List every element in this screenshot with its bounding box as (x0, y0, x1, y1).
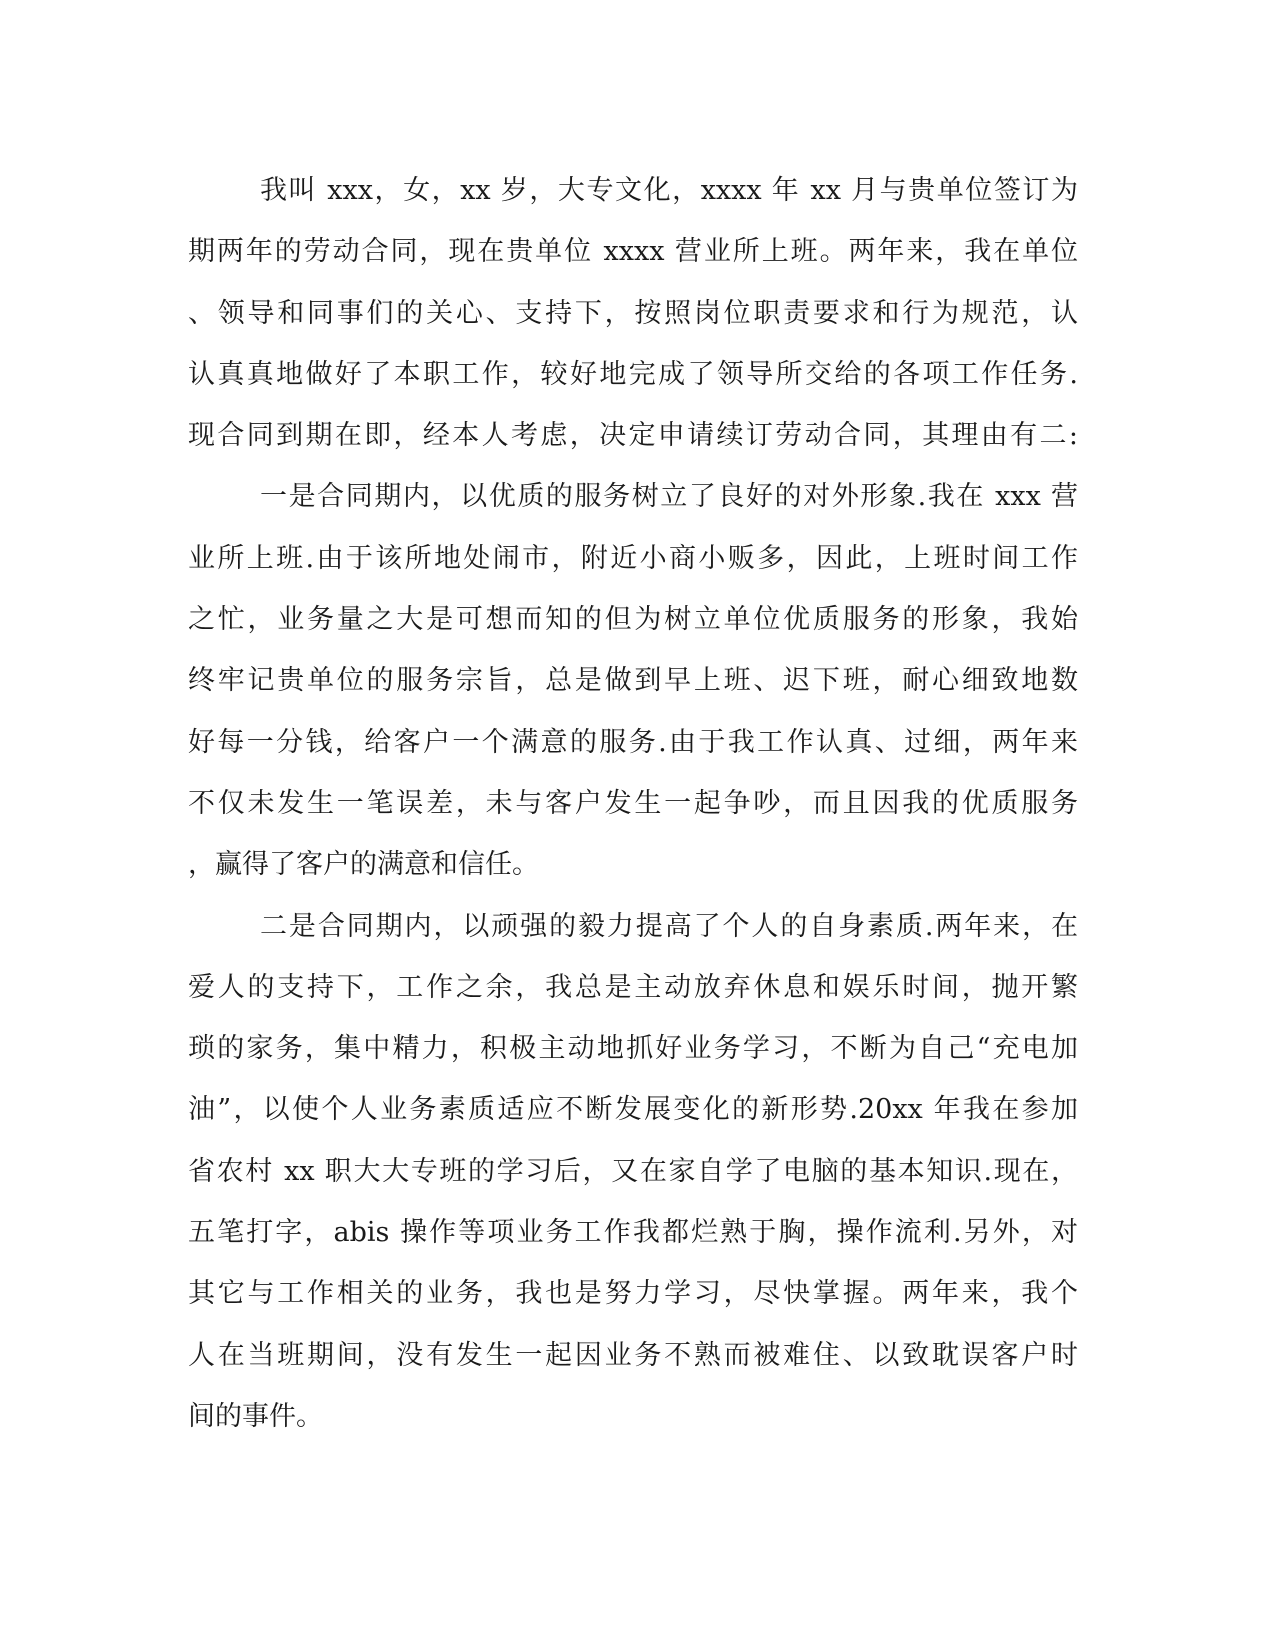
text-line: 爱人的支持下，工作之余，我总是主动放弃休息和娱乐时间，抛开繁 (188, 971, 1078, 1003)
text-line: 期两年的劳动合同，现在贵单位 xxxx 营业所上班。两年来，我在单位 (188, 236, 1078, 268)
text-line: 现合同到期在即，经本人考虑，决定申请续订劳动合同，其理由有二: (188, 420, 1078, 452)
text-line: 油”，以使个人业务素质适应不断发展变化的新形势.20xx 年我在参加 (188, 1094, 1078, 1126)
text-line: 业所上班.由于该所地处闹市，附近小商小贩多，因此，上班时间工作 (188, 542, 1078, 574)
text-line: 省农村 xx 职大大专班的学习后，又在家自学了电脑的基本知识.现在， (188, 1155, 1078, 1187)
text-line: 终牢记贵单位的服务宗旨，总是做到早上班、迟下班，耐心细致地数 (188, 665, 1078, 697)
text-line: 一是合同期内，以优质的服务树立了良好的对外形象.我在 xxx 营 (260, 481, 1078, 513)
paragraph-3 (188, 896, 1078, 1448)
text-line: 好每一分钱，给客户一个满意的服务.由于我工作认真、过细，两年来 (188, 726, 1078, 758)
text-line: 、领导和同事们的关心、支持下，按照岗位职责要求和行为规范，认 (188, 297, 1078, 329)
text-line: 五笔打字，abis 操作等项业务工作我都烂熟于胸，操作流利.另外，对 (188, 1217, 1078, 1249)
text-line: 其它与工作相关的业务，我也是努力学习，尽快掌握。两年来，我个 (188, 1278, 1078, 1310)
document-body (188, 160, 1078, 1447)
paragraph-2 (188, 466, 1078, 895)
text-line: 人在当班期间，没有发生一起因业务不熟而被难住、以致耽误客户时 (188, 1339, 1078, 1371)
text-line: 不仅未发生一笔误差，未与客户发生一起争吵，而且因我的优质服务 (188, 787, 1078, 819)
text-line: 认真真地做好了本职工作，较好地完成了领导所交给的各项工作任务. (188, 358, 1078, 390)
text-line: 琐的家务，集中精力，积极主动地抓好业务学习，不断为自己“充电加 (188, 1033, 1078, 1065)
paragraph-1 (188, 160, 1078, 466)
text-line: 我叫 xxx，女，xx 岁，大专文化，xxxx 年 xx 月与贵单位签订为 (260, 175, 1078, 206)
text-line: ，赢得了客户的满意和信任。 (188, 849, 539, 881)
text-line: 之忙，业务量之大是可想而知的但为树立单位优质服务的形象，我始 (188, 604, 1078, 636)
text-line: 间的事件。 (188, 1400, 323, 1432)
text-line: 二是合同期内，以顽强的毅力提高了个人的自身素质.两年来，在 (260, 910, 1078, 942)
